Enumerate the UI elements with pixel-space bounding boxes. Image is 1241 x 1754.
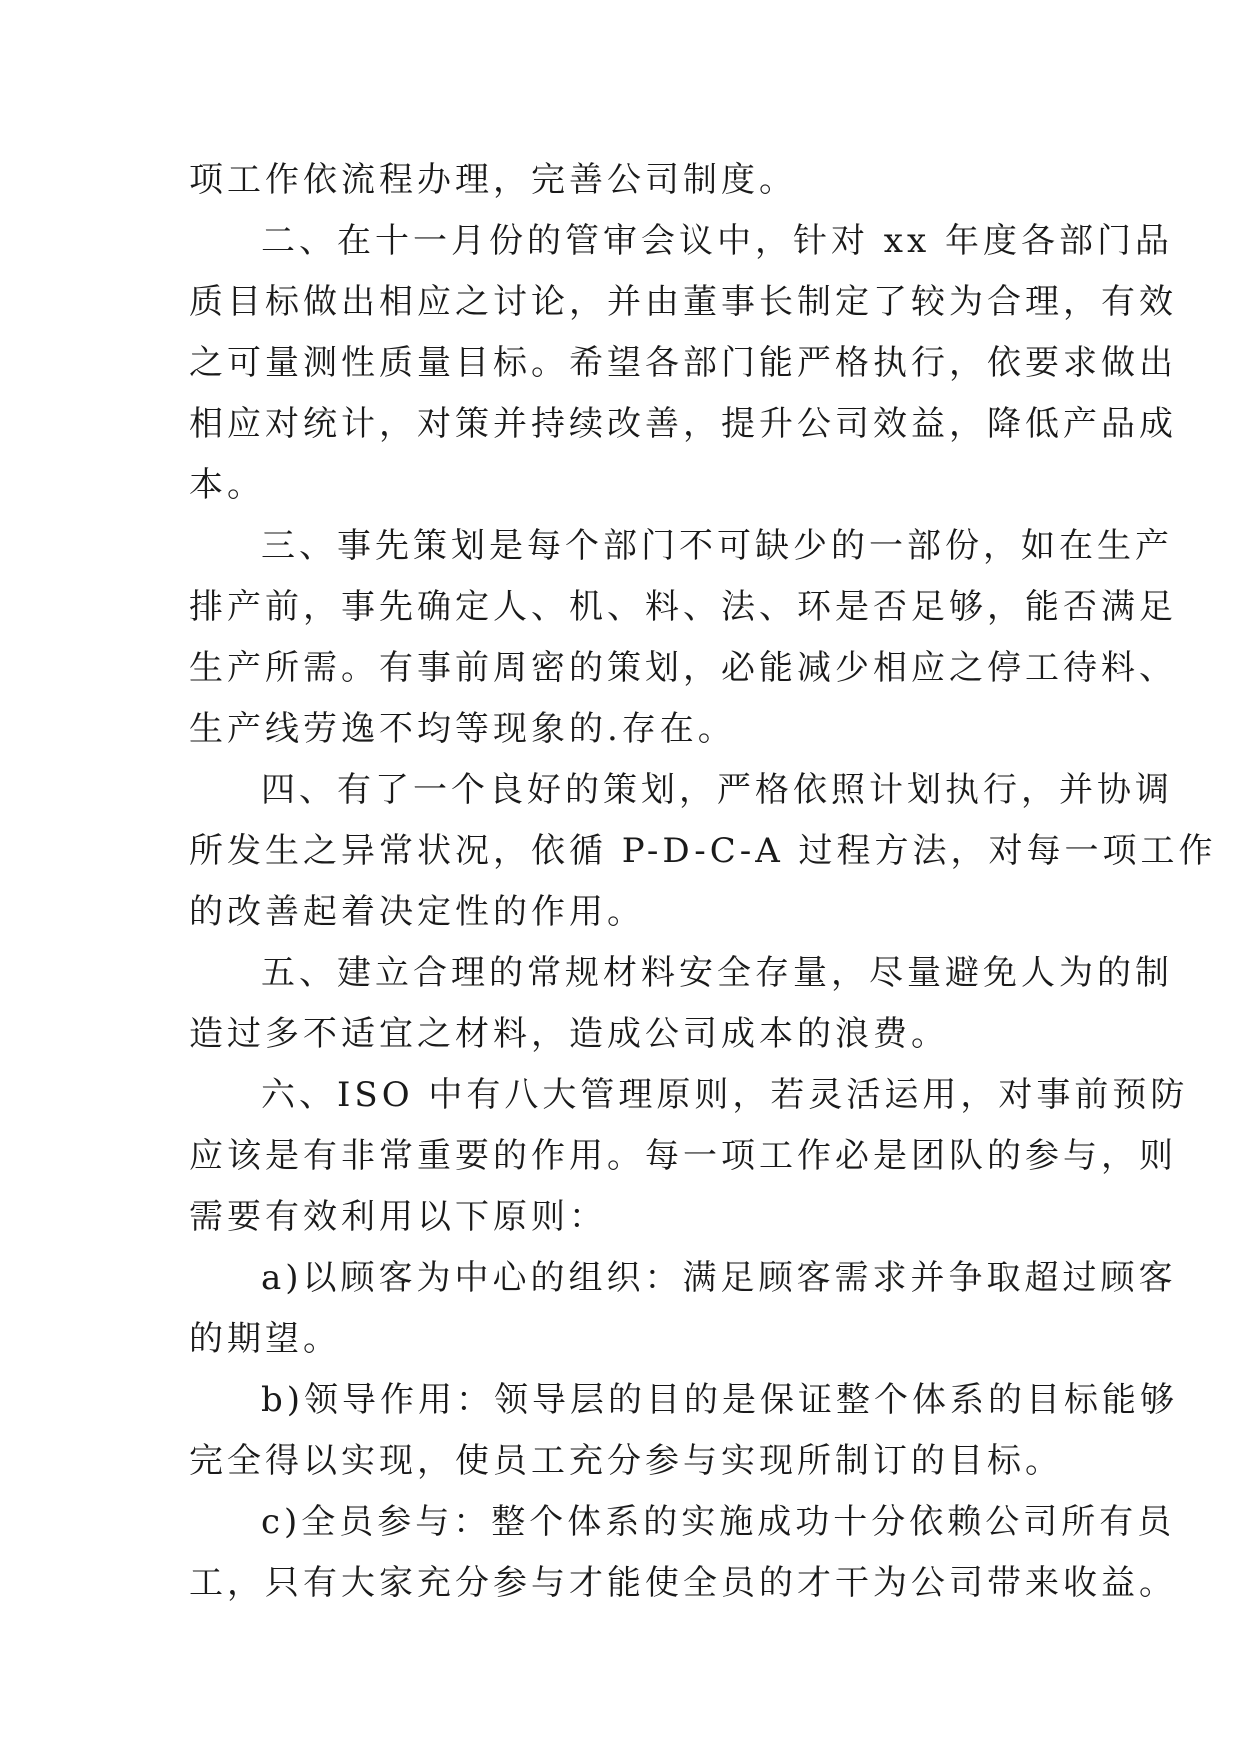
paragraph-principle-a: [189, 1248, 1177, 1370]
text-line: a)以顾客为中心的组织：满足顾客需求并争取超过顾客: [261, 1258, 1177, 1298]
text-line: 造过多不适宜之材料，造成公司成本的浪费。: [189, 1014, 949, 1054]
text-line: 之可量测性质量目标。希望各部门能严格执行，依要求做出: [189, 343, 1177, 383]
text-line: 三、事先策划是每个部门不可缺少的一部份，如在生产: [261, 526, 1173, 566]
text-line: 项工作依流程办理，完善公司制度。: [189, 160, 797, 200]
text-line: 的期望。: [189, 1319, 341, 1359]
paragraph-item-3: [189, 516, 1177, 760]
text-line: 生产所需。有事前周密的策划，必能减少相应之停工待料、: [189, 648, 1177, 688]
text-line: 工，只有大家充分参与才能使全员的才干为公司带来收益。: [189, 1563, 1177, 1603]
text-line: 相应对统计，对策并持续改善，提升公司效益，降低产品成: [189, 404, 1177, 444]
paragraph-intro-tail: [189, 150, 1069, 211]
text-line: 的改善起着决定性的作用。: [189, 892, 645, 932]
paragraph-item-5: [189, 943, 1173, 1065]
text-line: 排产前，事先确定人、机、料、法、环是否足够，能否满足: [189, 587, 1177, 627]
text-line: b)领导作用：领导层的目的是保证整个体系的目标能够: [261, 1380, 1179, 1420]
text-line: 需要有效利用以下原则：: [189, 1197, 607, 1237]
paragraph-principle-b: [189, 1370, 1179, 1492]
text-line: 五、建立合理的常规材料安全存量，尽量避免人为的制: [261, 953, 1173, 993]
text-line: 应该是有非常重要的作用。每一项工作必是团队的参与，则: [189, 1136, 1177, 1176]
paragraph-item-4: [189, 760, 1217, 943]
paragraph-item-6: [189, 1065, 1189, 1248]
text-line: 二、在十一月份的管审会议中，针对 xx 年度各部门品: [261, 221, 1173, 261]
text-line: 所发生之异常状况，依循 P-D-C-A 过程方法，对每一项工作: [189, 831, 1217, 871]
text-line: 四、有了一个良好的策划，严格依照计划执行，并协调: [261, 770, 1173, 810]
paragraph-principle-c: [189, 1492, 1177, 1614]
paragraph-item-2: [189, 211, 1177, 516]
text-line: 六、ISO 中有八大管理原则，若灵活运用，对事前预防: [261, 1075, 1189, 1115]
text-line: 完全得以实现，使员工充分参与实现所制订的目标。: [189, 1441, 1063, 1481]
text-line: 生产线劳逸不均等现象的.存在。: [189, 709, 736, 749]
document-body: [189, 150, 1217, 1614]
text-line: 本。: [189, 465, 265, 505]
text-line: c)全员参与：整个体系的实施成功十分依赖公司所有员: [261, 1502, 1176, 1542]
text-line: 质目标做出相应之讨论，并由董事长制定了较为合理，有效: [189, 282, 1177, 322]
